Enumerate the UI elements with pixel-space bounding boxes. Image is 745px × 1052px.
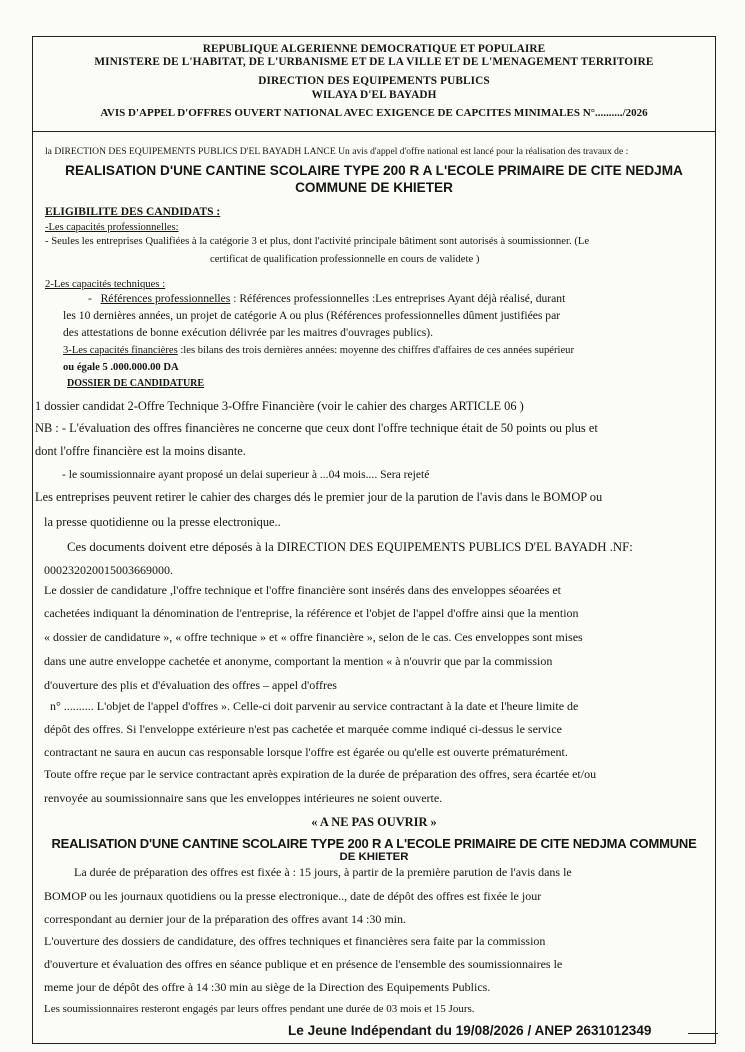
dossier-heading: DOSSIER DE CANDIDATURE — [67, 378, 205, 389]
nb-line2: dont l'offre financière est la moins disante. — [35, 444, 246, 458]
prof-capacities-heading: -Les capacités professionnelles: — [45, 222, 179, 233]
validity-line: Les soumissionnaires resteront engagés par leurs offres pendant une durée de 03 mois et 15 Jours. — [44, 1003, 475, 1015]
conditions-line6: n° .......... L'objet de l'appel d'offres ». Celle-ci doit parvenir au service contractant à la date et l'heure limite de — [50, 699, 579, 713]
header-block — [32, 40, 716, 120]
project-title-line2: COMMUNE DE KHIETER — [295, 180, 453, 195]
dossier-items: 1 dossier candidat 2-Offre Technique 3-Offre Financière (voir le cahier des charges ARTICLE 06 ) — [35, 399, 524, 413]
ne-pas-ouvrir: « A NE PAS OUVRIR » — [311, 815, 437, 829]
eligibility-heading: ELIGIBILITE DES CANDIDATS : — [45, 206, 221, 218]
header-wilaya: WILAYA D'EL BAYADH — [311, 88, 437, 101]
opening-line3: meme jour de dépôt des offre à 14 :30 min au siège de la Direction des Equipements Publics. — [44, 980, 491, 994]
header-ministry: MINISTERE DE L'HABITAT, DE L'URBANISME ET DE LA VILLE ET DE L'MENAGEMENT TERRITOIRE — [94, 56, 654, 69]
delay-line1: La durée de préparation des offres est fixée à : 15 jours, à partir de la première parution de l'avis dans le — [74, 865, 572, 879]
conditions-line2: cachetées indiquant la dénomination de l'entreprise, la référence et l'objet de l'appel d'offre ainsi que la mention — [44, 606, 579, 620]
conditions-line8: contractant ne saura en aucun cas responsable lorsque l'offre est égarée ou qu'elle est ouverte prématurément. — [44, 745, 568, 759]
retirer-line2: la presse quotidienne ou la presse electronique.. — [44, 515, 281, 529]
conditions-line9: Toute offre reçue par le service contractant après expiration de la durée de préparation des offres, sera écartée et/ou — [44, 767, 597, 781]
conditions-line5: d'ouverture des plis et d'évaluation des offres – appel d'offres — [44, 678, 337, 692]
header-avis: AVIS D'APPEL D'OFFRES OUVERT NATIONAL AVEC EXIGENCE DE CAPCITES MINIMALES N°........../2026 — [100, 106, 648, 119]
second-title-line1: REALISATION D'UNE CANTINE SCOLAIRE TYPE 200 R A L'ECOLE PRIMAIRE DE CITE NEDJMA COMMUNE — [51, 836, 697, 851]
header-divider — [32, 131, 716, 132]
footer-publication: Le Jeune Indépendant du 19/08/2026 / ANEP 2631012349 — [288, 1023, 652, 1038]
intro-text: la DIRECTION DES EQUIPEMENTS PUBLICS D'EL BAYADH LANCE Un avis d'appel d'offre national est lancé pour la réalisation des travaux de : — [45, 146, 629, 157]
header-direction: DIRECTION DES EQUIPEMENTS PUBLICS — [258, 75, 490, 88]
conditions-line7: dépôt des offres. Si l'enveloppe extérieure n'est pas cachetée et marquée comme indiqué ci-dessus le service — [44, 722, 562, 736]
second-title-line2: DE KHIETER — [339, 851, 409, 863]
depot-line1: Ces documents doivent etre déposés à la DIRECTION DES EQUIPEMENTS PUBLICS D'EL BAYADH .NF: — [67, 540, 633, 554]
financial-line2: ou égale 5 .000.000.00 DA — [63, 362, 179, 373]
header-republic: REPUBLIQUE ALGERIENNE DEMOCRATIQUE ET POPULAIRE — [202, 43, 546, 55]
footer-rule — [688, 1033, 718, 1034]
delay-line2: BOMOP ou les journaux quotidiens ou la presse electronique.., date de dépôt des offres est fixée le jour — [44, 889, 542, 903]
references-line2: les 10 dernières années, un projet de catégorie A ou plus (Références professionnelles dûment justifiées par — [63, 309, 561, 322]
depot-line2: 000232020015003669000. — [44, 563, 173, 577]
opening-line2: d'ouverture et évaluation des offres en séance publique et en présence de l'ensemble des soumissionnaires le — [44, 957, 563, 971]
tech-capacities-heading: 2-Les capacités techniques : — [45, 278, 166, 290]
financial-label: 3-Les capacités financières — [63, 345, 178, 356]
references-line1: - Références professionnelles : Références professionnelles :Les entreprises Ayant déjà réalisé, durant — [88, 292, 566, 305]
conditions-line4: dans une autre enveloppe cachetée et anonyme, comportant la mention « à n'ouvrir que par la commission — [44, 654, 553, 668]
conditions-line1: Le dossier de candidature ,l'offre technique et l'offre financière sont insérés dans des enveloppes séoarées et — [44, 583, 562, 597]
prof-capacities-line1: - Seules les entreprises Qualifiées à la catégorie 3 et plus, dont l'activité principale bâtiment sont autorisés à soumissionner. (Le — [45, 235, 590, 247]
delay-line: - le soumissionnaire ayant proposé un delai superieur à ...04 mois.... Sera rejeté — [62, 468, 430, 481]
nb-line1: NB : - L'évaluation des offres financières ne concerne que ceux dont l'offre technique était de 50 points ou plus et — [35, 421, 598, 435]
references-line3: des attestations de bonne exécution délivrée par les maitres d'ouvrages publics). — [63, 326, 434, 339]
project-title-line1: REALISATION D'UNE CANTINE SCOLAIRE TYPE 200 R A L'ECOLE PRIMAIRE DE CITE NEDJMA — [65, 163, 683, 178]
delay-line3: correspondant au dernier jour de la préparation des offres avant 14 :30 min. — [44, 912, 406, 926]
financial-line1: 3-Les capacités financières :les bilans des trois dernières années: moyenne des chiffres d'affaires de ces années supérieur — [63, 345, 574, 356]
retirer-line1: Les entreprises peuvent retirer le cahier des charges dés le premier jour de la parution de l'avis dans le BOMOP ou — [35, 490, 603, 504]
prof-capacities-line2: certificat de qualification professionnelle en cours de validete ) — [210, 253, 480, 265]
references-label: Références professionnelles — [100, 292, 231, 305]
conditions-line10: renvoyée au soumissionnaire sans que les enveloppes intérieures ne soient ouverte. — [44, 791, 443, 805]
conditions-line3: « dossier de candidature », « offre technique » et « offre financière », selon de le cas. Ces enveloppes sont mises — [44, 630, 583, 644]
opening-line1: L'ouverture des dossiers de candidature, des offres techniques et financières sera faite par la commission — [44, 934, 546, 948]
